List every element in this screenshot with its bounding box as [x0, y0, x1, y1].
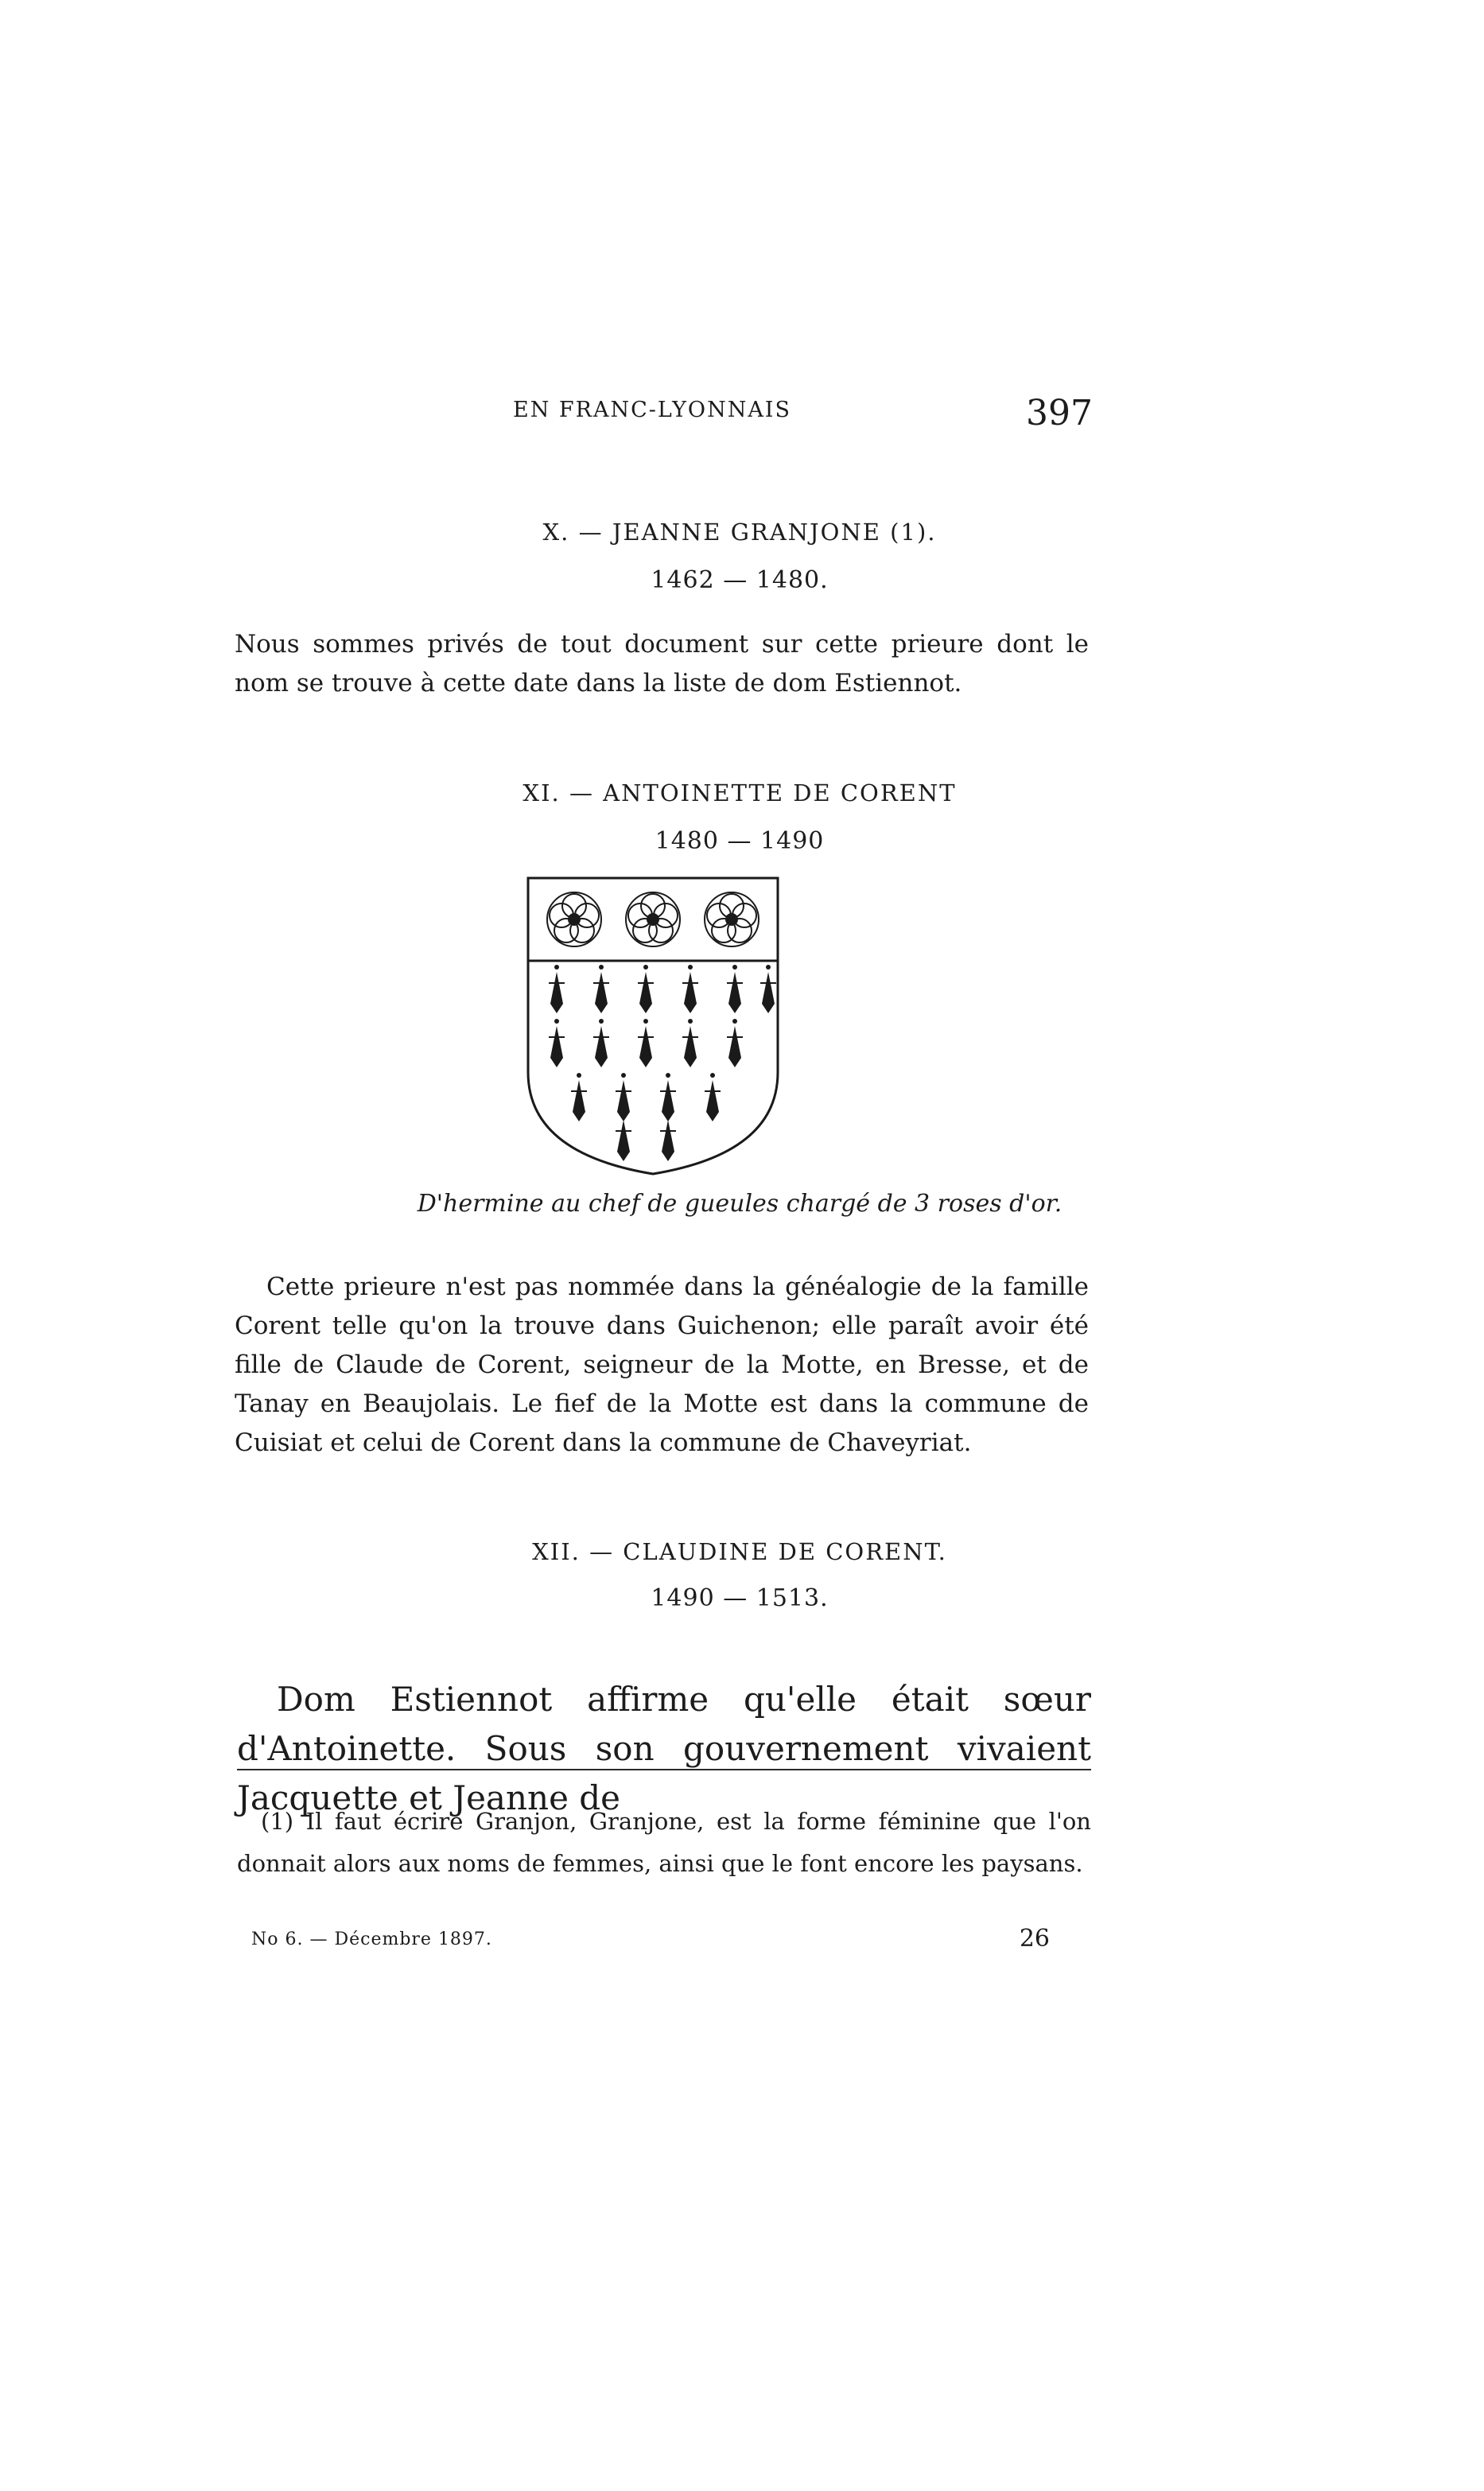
section-text: [235, 625, 1089, 703]
page-number: 397: [1026, 393, 1093, 433]
blazon-caption: D'hermine au chef de gueules chargé de 3 roses d'or.: [417, 1190, 1062, 1218]
paragraph: Dom Estiennot affirme qu'elle était sœur d'Antoinette. Sous son gouvernement vivaient Jacquette et Jeanne de: [237, 1680, 1091, 1817]
section-text: [235, 1268, 1089, 1463]
section-title: X. — JEANNE GRANJONE (1).: [542, 519, 937, 546]
coat-of-arms: [525, 873, 781, 1177]
paragraph: Cette prieure n'est pas nommée dans la généalogie de la famille Corent telle qu'on la trouve dans Guichenon; elle paraît avoir été fille de Claude de Corent, seigneur de la Motte, en Bresse, et de Tanay en Beaujolais. Le fief de la Motte est dans la commune de Cuisiat et celui de Corent dans la commune de Chaveyriat.: [235, 1273, 1089, 1457]
section-title: XI. — ANTOINETTE DE CORENT: [523, 779, 957, 806]
section-dates: 1480 — 1490: [655, 827, 825, 855]
section-dates: 1490 — 1513.: [651, 1584, 829, 1612]
footnote: (1) Il faut écrire Granjon, Granjone, est la forme féminine que l'on donnait alors aux noms de femmes, ainsi que le font encore les paysans.: [237, 1808, 1091, 1877]
sheet-number: 26: [1019, 1925, 1050, 1953]
footnote-divider: [237, 1769, 1091, 1770]
section-title: XII. — CLAUDINE DE CORENT.: [532, 1538, 947, 1565]
paragraph: Nous sommes privés de tout document sur cette prieure dont le nom se trouve à cette date dans la liste de dom Estiennot.: [235, 630, 1089, 698]
section-dates: 1462 — 1480.: [651, 566, 829, 594]
running-title: EN FRANC-LYONNAIS: [513, 398, 791, 422]
printer-signature: No 6. — Décembre 1897.: [251, 1929, 492, 1949]
